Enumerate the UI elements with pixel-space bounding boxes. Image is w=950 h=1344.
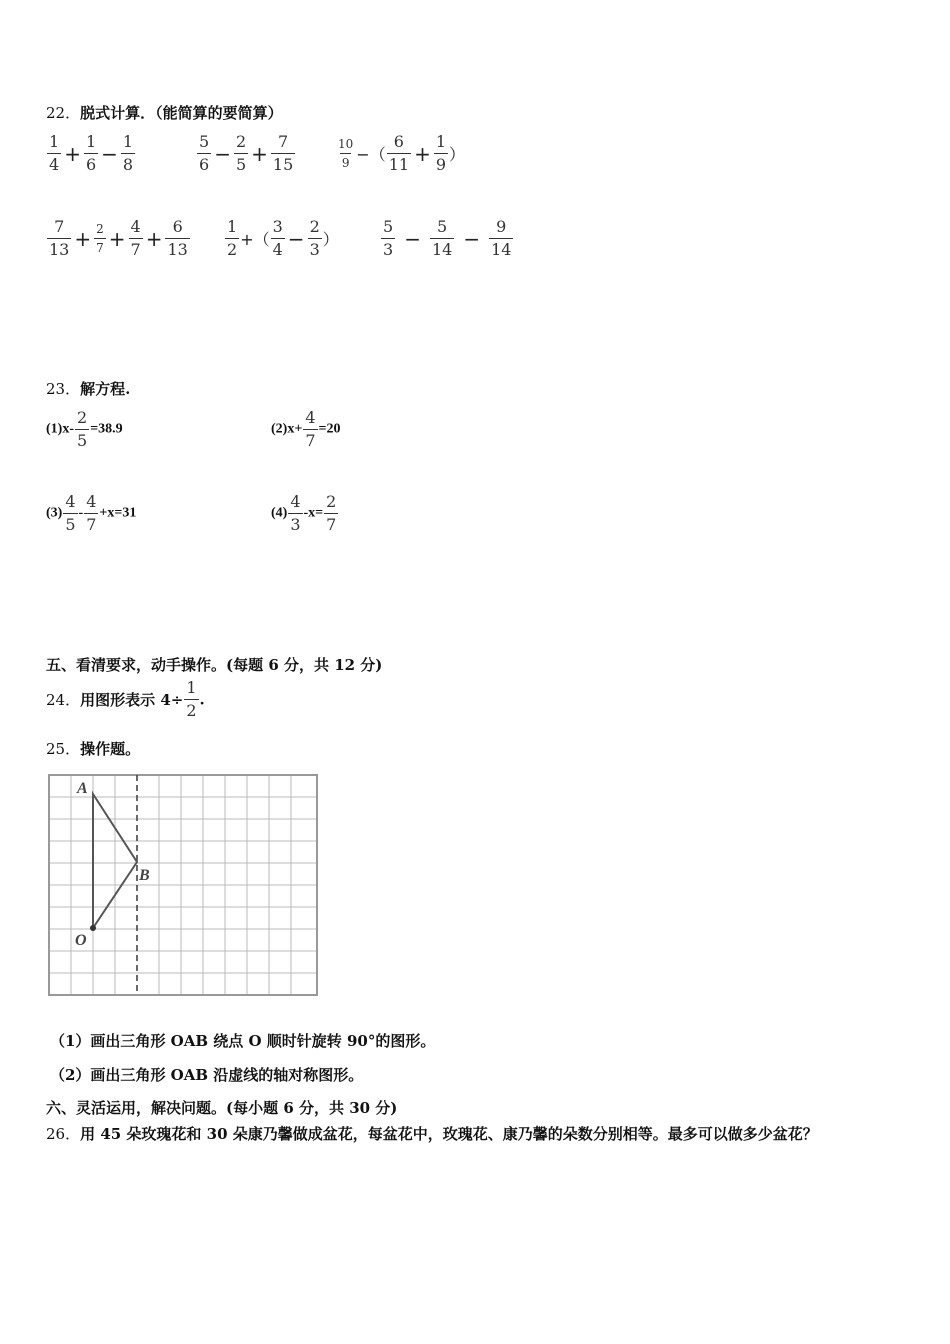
fraction: $\frac{2}{7}$ [96, 222, 104, 255]
q22-expr-3: $\frac{10}{9}$ −（ $\frac{6}{11}$ + $\frac{1}{9}$ ） [338, 132, 466, 174]
q22-expr-5: $\frac{1}{2}$ +（ $\frac{3}{4}$ − $\frac{2}{3}$ ） [227, 217, 339, 259]
fraction: $\frac{1}{2}$ [227, 217, 238, 259]
fraction: $\frac{7}{15}$ [272, 132, 294, 174]
fraction: $\frac{4}{7}$ [305, 408, 316, 450]
grid-svg [46, 772, 320, 998]
label-o: O [75, 932, 87, 949]
equation-2: (2)x+ $\frac{4}{7}$ =20 [271, 408, 341, 450]
fraction: $\frac{1}{6}$ [85, 132, 97, 174]
fraction: $\frac{5}{14}$ [431, 217, 453, 259]
fraction: $\frac{5}{6}$ [199, 132, 210, 174]
q22-title: 脱式计算．（能简算的要简算） [80, 104, 283, 122]
q22-expr-1: $\frac{1}{4}$ + $\frac{1}{6}$ − $\frac{1}{8}$ [49, 132, 134, 174]
q22-expr-4: $\frac{7}{13}$ + $\frac{2}{7}$ + $\frac{4}{7}$ + $\frac{6}{13}$ [49, 217, 188, 259]
fraction: $\frac{4}{5}$ [65, 492, 76, 534]
equation-4: (4) $\frac{4}{3}$ -x= $\frac{2}{7}$ [271, 492, 337, 534]
point-o [90, 925, 96, 931]
fraction: $\frac{5}{3}$ [383, 217, 394, 259]
grid-figure [46, 772, 320, 1002]
fraction: $\frac{4}{7}$ [86, 492, 97, 534]
label-b: B [139, 867, 150, 884]
fraction: $\frac{2}{5}$ [77, 408, 88, 450]
fraction: $\frac{2}{5}$ [235, 132, 247, 174]
q24: 24．用图形表示 4÷ $\frac{1}{2}$ . [46, 678, 205, 720]
fraction: $\frac{2}{7}$ [326, 492, 337, 534]
section-5-heading: 五、看清要求，动手操作。(每题 6 分，共 12 分) [46, 656, 383, 674]
fraction: $\frac{1}{8}$ [122, 132, 134, 174]
q22-heading [46, 102, 283, 123]
fraction: $\frac{4}{3}$ [290, 492, 301, 534]
fraction: $\frac{1}{2}$ [186, 678, 197, 720]
equation-1: (1)x- $\frac{2}{5}$ =38.9 [46, 408, 123, 450]
fraction: $\frac{2}{3}$ [309, 217, 320, 259]
q25-heading: 25．操作题。 [46, 740, 141, 758]
fraction: $\frac{6}{13}$ [167, 217, 188, 259]
q23-heading: 23．解方程. [46, 380, 131, 398]
fraction: $\frac{6}{11}$ [388, 132, 410, 174]
fraction: $\frac{4}{7}$ [130, 217, 141, 259]
q22-expr-2: $\frac{5}{6}$ − $\frac{2}{5}$ + $\frac{7}{15}$ [199, 132, 294, 174]
fraction: $\frac{9}{14}$ [491, 217, 512, 259]
fraction: $\frac{3}{4}$ [272, 217, 283, 259]
q26: 26．用 45 朵玫瑰花和 30 朵康乃馨做成盆花，每盆花中，玫瑰花、康乃馨的朵数分别相等。最多可以做多少盆花？ [46, 1125, 818, 1143]
fraction: $\frac{7}{13}$ [49, 217, 70, 259]
q22-number: 22． [46, 104, 81, 122]
fraction: $\frac{10}{9}$ [338, 137, 354, 170]
q22-expr-6: $\frac{5}{3}$ − $\frac{5}{14}$ − $\frac{9}{14}$ [383, 217, 512, 259]
fraction: $\frac{1}{9}$ [435, 132, 447, 174]
q25-sub-2: （2）画出三角形 OAB 沿虚线的轴对称图形。 [50, 1066, 364, 1084]
label-a: A [77, 780, 88, 797]
section-6-heading: 六、灵活运用，解决问题。(每小题 6 分，共 30 分) [46, 1099, 398, 1117]
fraction: $\frac{1}{4}$ [49, 132, 60, 174]
q25-sub-1: （1）画出三角形 OAB 绕点 O 顺时针旋转 90°的图形。 [50, 1032, 436, 1050]
equation-3: (3) $\frac{4}{5}$ - $\frac{4}{7}$ +x=31 [46, 492, 137, 534]
